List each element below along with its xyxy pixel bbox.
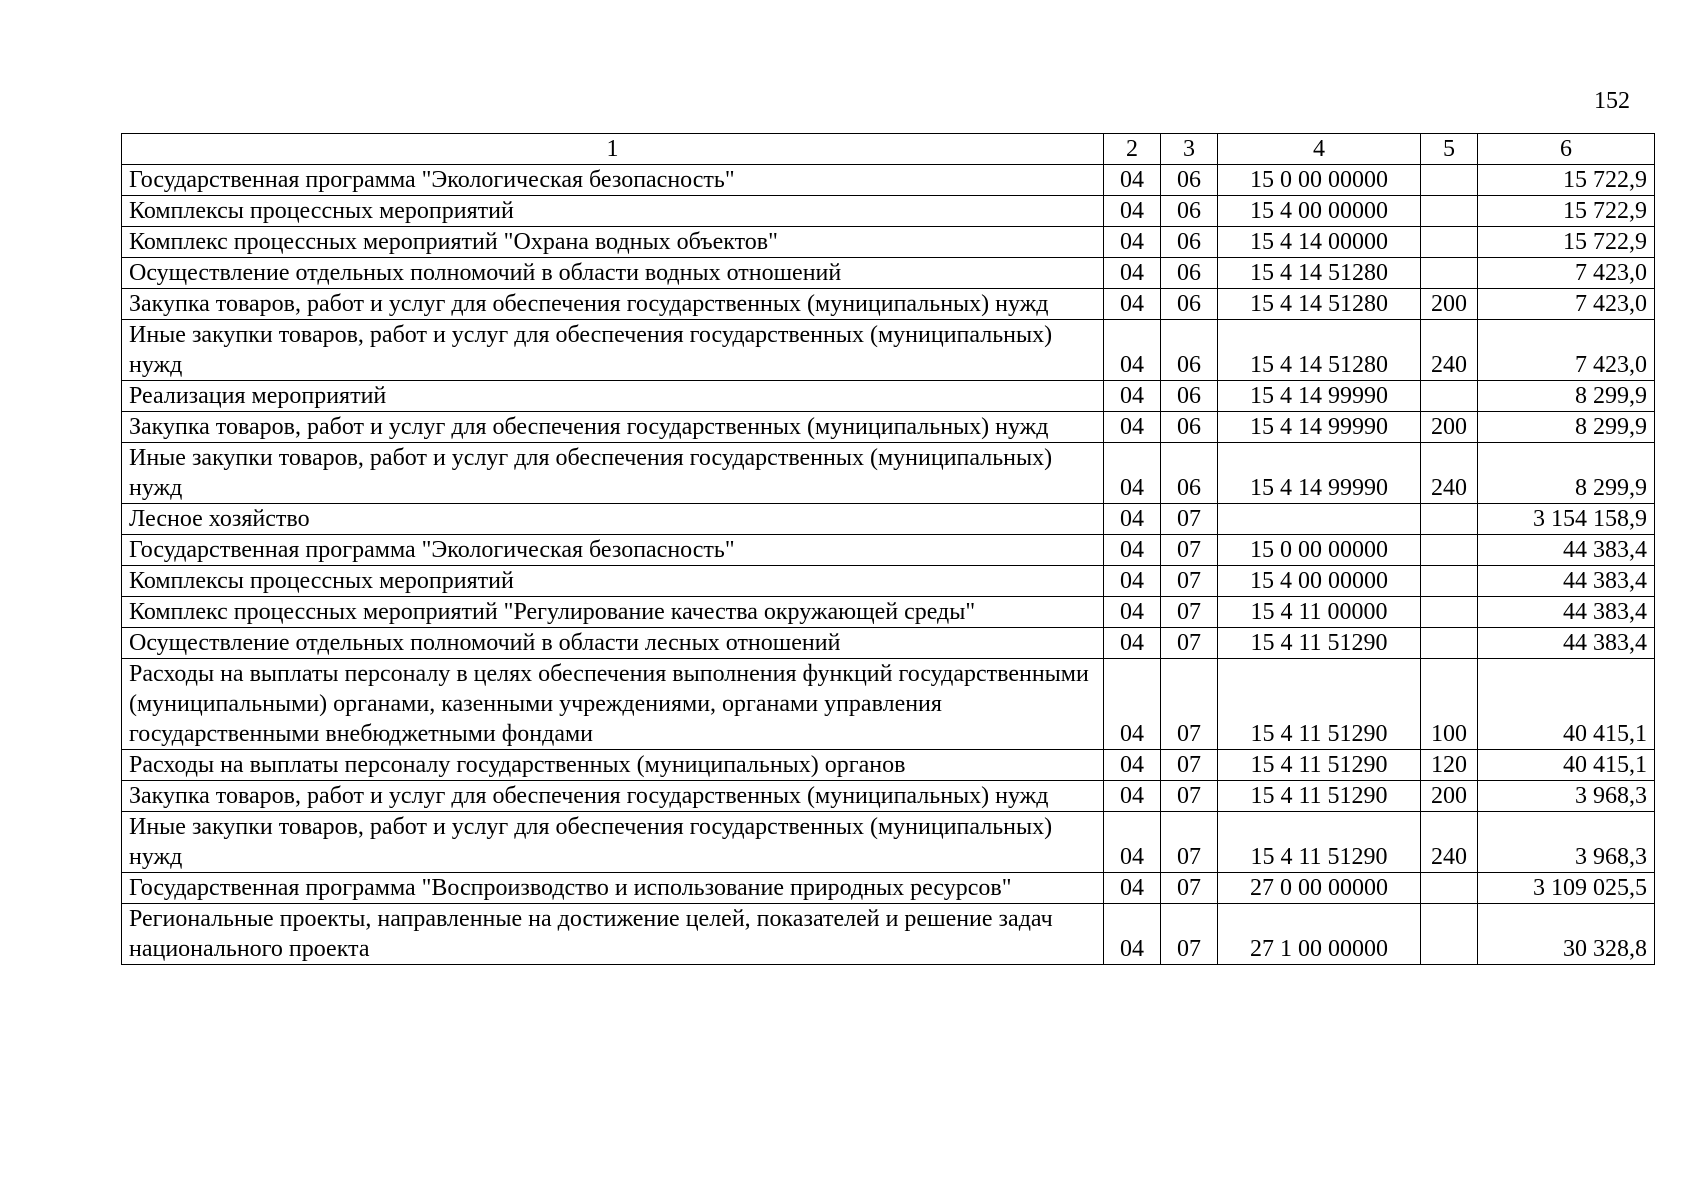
cell-name: Региональные проекты, направленные на достижение целей, показателей и решение задач национального проекта — [122, 904, 1104, 965]
cell-expense-type — [1421, 258, 1478, 289]
cell-expense-type: 200 — [1421, 289, 1478, 320]
cell-target-article: 15 4 11 51290 — [1218, 812, 1421, 873]
cell-amount: 40 415,1 — [1478, 659, 1655, 750]
cell-section: 04 — [1104, 628, 1161, 659]
cell-subsection: 06 — [1161, 165, 1218, 196]
cell-amount: 3 968,3 — [1478, 781, 1655, 812]
column-header-6: 6 — [1478, 134, 1655, 165]
cell-target-article: 15 4 14 51280 — [1218, 289, 1421, 320]
cell-target-article: 15 4 00 00000 — [1218, 196, 1421, 227]
table-row — [122, 443, 1655, 504]
cell-amount: 8 299,9 — [1478, 381, 1655, 412]
cell-expense-type — [1421, 597, 1478, 628]
cell-subsection: 07 — [1161, 628, 1218, 659]
cell-name: Комплекс процессных мероприятий "Охрана водных объектов" — [122, 227, 1104, 258]
cell-section: 04 — [1104, 750, 1161, 781]
cell-expense-type: 200 — [1421, 412, 1478, 443]
cell-target-article — [1218, 504, 1421, 535]
cell-name: Закупка товаров, работ и услуг для обеспечения государственных (муниципальных) нужд — [122, 289, 1104, 320]
cell-amount: 8 299,9 — [1478, 412, 1655, 443]
table-row — [122, 165, 1655, 196]
cell-subsection: 06 — [1161, 443, 1218, 504]
column-header-5: 5 — [1421, 134, 1478, 165]
cell-amount: 15 722,9 — [1478, 196, 1655, 227]
cell-subsection: 07 — [1161, 904, 1218, 965]
cell-name: Комплекс процессных мероприятий "Регулирование качества окружающей среды" — [122, 597, 1104, 628]
cell-section: 04 — [1104, 443, 1161, 504]
cell-target-article: 15 0 00 00000 — [1218, 165, 1421, 196]
table-row — [122, 320, 1655, 381]
cell-expense-type: 240 — [1421, 812, 1478, 873]
cell-subsection: 07 — [1161, 750, 1218, 781]
cell-target-article: 15 4 14 51280 — [1218, 320, 1421, 381]
cell-section: 04 — [1104, 165, 1161, 196]
cell-section: 04 — [1104, 504, 1161, 535]
cell-amount: 40 415,1 — [1478, 750, 1655, 781]
cell-section: 04 — [1104, 258, 1161, 289]
table-row — [122, 628, 1655, 659]
cell-expense-type — [1421, 628, 1478, 659]
cell-expense-type — [1421, 873, 1478, 904]
table-row — [122, 750, 1655, 781]
cell-target-article: 15 0 00 00000 — [1218, 535, 1421, 566]
cell-amount: 3 154 158,9 — [1478, 504, 1655, 535]
cell-section: 04 — [1104, 412, 1161, 443]
cell-name: Расходы на выплаты персоналу в целях обеспечения выполнения функций государственными (муниципальными) органами, казенными учреждениями, органами управления государственными внебюджетными фондами — [122, 659, 1104, 750]
cell-amount: 7 423,0 — [1478, 258, 1655, 289]
cell-section: 04 — [1104, 812, 1161, 873]
cell-subsection: 06 — [1161, 320, 1218, 381]
cell-expense-type: 240 — [1421, 443, 1478, 504]
cell-expense-type: 100 — [1421, 659, 1478, 750]
cell-subsection: 07 — [1161, 535, 1218, 566]
cell-target-article: 15 4 14 99990 — [1218, 443, 1421, 504]
table-row — [122, 258, 1655, 289]
cell-name: Комплексы процессных мероприятий — [122, 566, 1104, 597]
cell-name: Осуществление отдельных полномочий в области водных отношений — [122, 258, 1104, 289]
budget-table — [121, 133, 1655, 965]
table-row — [122, 535, 1655, 566]
column-header-1: 1 — [122, 134, 1104, 165]
cell-expense-type: 240 — [1421, 320, 1478, 381]
cell-amount: 15 722,9 — [1478, 165, 1655, 196]
table-row — [122, 412, 1655, 443]
cell-subsection: 06 — [1161, 381, 1218, 412]
cell-expense-type — [1421, 196, 1478, 227]
cell-name: Расходы на выплаты персоналу государственных (муниципальных) органов — [122, 750, 1104, 781]
cell-amount: 3 968,3 — [1478, 812, 1655, 873]
cell-expense-type — [1421, 504, 1478, 535]
cell-name: Реализация мероприятий — [122, 381, 1104, 412]
cell-target-article: 15 4 11 51290 — [1218, 750, 1421, 781]
cell-name: Закупка товаров, работ и услуг для обеспечения государственных (муниципальных) нужд — [122, 412, 1104, 443]
cell-amount: 15 722,9 — [1478, 227, 1655, 258]
cell-name: Иные закупки товаров, работ и услуг для обеспечения государственных (муниципальных) нужд — [122, 443, 1104, 504]
cell-name: Осуществление отдельных полномочий в области лесных отношений — [122, 628, 1104, 659]
cell-subsection: 06 — [1161, 258, 1218, 289]
cell-section: 04 — [1104, 781, 1161, 812]
cell-target-article: 15 4 14 00000 — [1218, 227, 1421, 258]
cell-amount: 8 299,9 — [1478, 443, 1655, 504]
cell-name: Комплексы процессных мероприятий — [122, 196, 1104, 227]
cell-amount: 3 109 025,5 — [1478, 873, 1655, 904]
cell-target-article: 15 4 11 51290 — [1218, 628, 1421, 659]
cell-name: Закупка товаров, работ и услуг для обеспечения государственных (муниципальных) нужд — [122, 781, 1104, 812]
cell-target-article: 15 4 11 51290 — [1218, 781, 1421, 812]
cell-name: Государственная программа "Воспроизводство и использование природных ресурсов" — [122, 873, 1104, 904]
cell-section: 04 — [1104, 381, 1161, 412]
cell-section: 04 — [1104, 597, 1161, 628]
cell-target-article: 15 4 14 99990 — [1218, 412, 1421, 443]
cell-target-article: 15 4 00 00000 — [1218, 566, 1421, 597]
column-header-3: 3 — [1161, 134, 1218, 165]
table-row — [122, 597, 1655, 628]
cell-subsection: 07 — [1161, 812, 1218, 873]
cell-section: 04 — [1104, 320, 1161, 381]
table-row — [122, 504, 1655, 535]
cell-target-article: 15 4 14 51280 — [1218, 258, 1421, 289]
cell-target-article: 27 0 00 00000 — [1218, 873, 1421, 904]
cell-expense-type: 200 — [1421, 781, 1478, 812]
cell-target-article: 15 4 14 99990 — [1218, 381, 1421, 412]
cell-subsection: 06 — [1161, 289, 1218, 320]
cell-target-article: 15 4 11 51290 — [1218, 659, 1421, 750]
cell-section: 04 — [1104, 535, 1161, 566]
table-row — [122, 196, 1655, 227]
page-number: 152 — [1594, 88, 1630, 114]
cell-section: 04 — [1104, 566, 1161, 597]
cell-target-article: 15 4 11 00000 — [1218, 597, 1421, 628]
cell-expense-type — [1421, 904, 1478, 965]
cell-expense-type — [1421, 381, 1478, 412]
cell-expense-type — [1421, 535, 1478, 566]
column-header-2: 2 — [1104, 134, 1161, 165]
cell-subsection: 07 — [1161, 873, 1218, 904]
cell-subsection: 07 — [1161, 659, 1218, 750]
table-body — [122, 134, 1655, 965]
column-header-4: 4 — [1218, 134, 1421, 165]
table-row — [122, 659, 1655, 750]
table-row — [122, 904, 1655, 965]
cell-section: 04 — [1104, 659, 1161, 750]
cell-section: 04 — [1104, 289, 1161, 320]
cell-amount: 44 383,4 — [1478, 566, 1655, 597]
header-row — [122, 134, 1655, 165]
cell-name: Государственная программа "Экологическая безопасность" — [122, 165, 1104, 196]
cell-amount: 44 383,4 — [1478, 628, 1655, 659]
cell-amount: 44 383,4 — [1478, 535, 1655, 566]
cell-section: 04 — [1104, 227, 1161, 258]
cell-section: 04 — [1104, 196, 1161, 227]
cell-expense-type — [1421, 165, 1478, 196]
cell-amount: 7 423,0 — [1478, 320, 1655, 381]
table-row — [122, 289, 1655, 320]
cell-name: Государственная программа "Экологическая безопасность" — [122, 535, 1104, 566]
cell-expense-type: 120 — [1421, 750, 1478, 781]
table-row — [122, 566, 1655, 597]
cell-subsection: 06 — [1161, 412, 1218, 443]
cell-amount: 44 383,4 — [1478, 597, 1655, 628]
table-row — [122, 227, 1655, 258]
cell-amount: 7 423,0 — [1478, 289, 1655, 320]
cell-name: Лесное хозяйство — [122, 504, 1104, 535]
cell-section: 04 — [1104, 873, 1161, 904]
cell-subsection: 06 — [1161, 227, 1218, 258]
cell-amount: 30 328,8 — [1478, 904, 1655, 965]
cell-expense-type — [1421, 566, 1478, 597]
cell-subsection: 07 — [1161, 504, 1218, 535]
cell-subsection: 07 — [1161, 781, 1218, 812]
table-row — [122, 812, 1655, 873]
table-row — [122, 873, 1655, 904]
cell-subsection: 07 — [1161, 566, 1218, 597]
cell-expense-type — [1421, 227, 1478, 258]
cell-target-article: 27 1 00 00000 — [1218, 904, 1421, 965]
cell-name: Иные закупки товаров, работ и услуг для обеспечения государственных (муниципальных) нужд — [122, 320, 1104, 381]
table-row — [122, 781, 1655, 812]
cell-subsection: 07 — [1161, 597, 1218, 628]
cell-section: 04 — [1104, 904, 1161, 965]
table-row — [122, 381, 1655, 412]
cell-subsection: 06 — [1161, 196, 1218, 227]
cell-name: Иные закупки товаров, работ и услуг для обеспечения государственных (муниципальных) нужд — [122, 812, 1104, 873]
